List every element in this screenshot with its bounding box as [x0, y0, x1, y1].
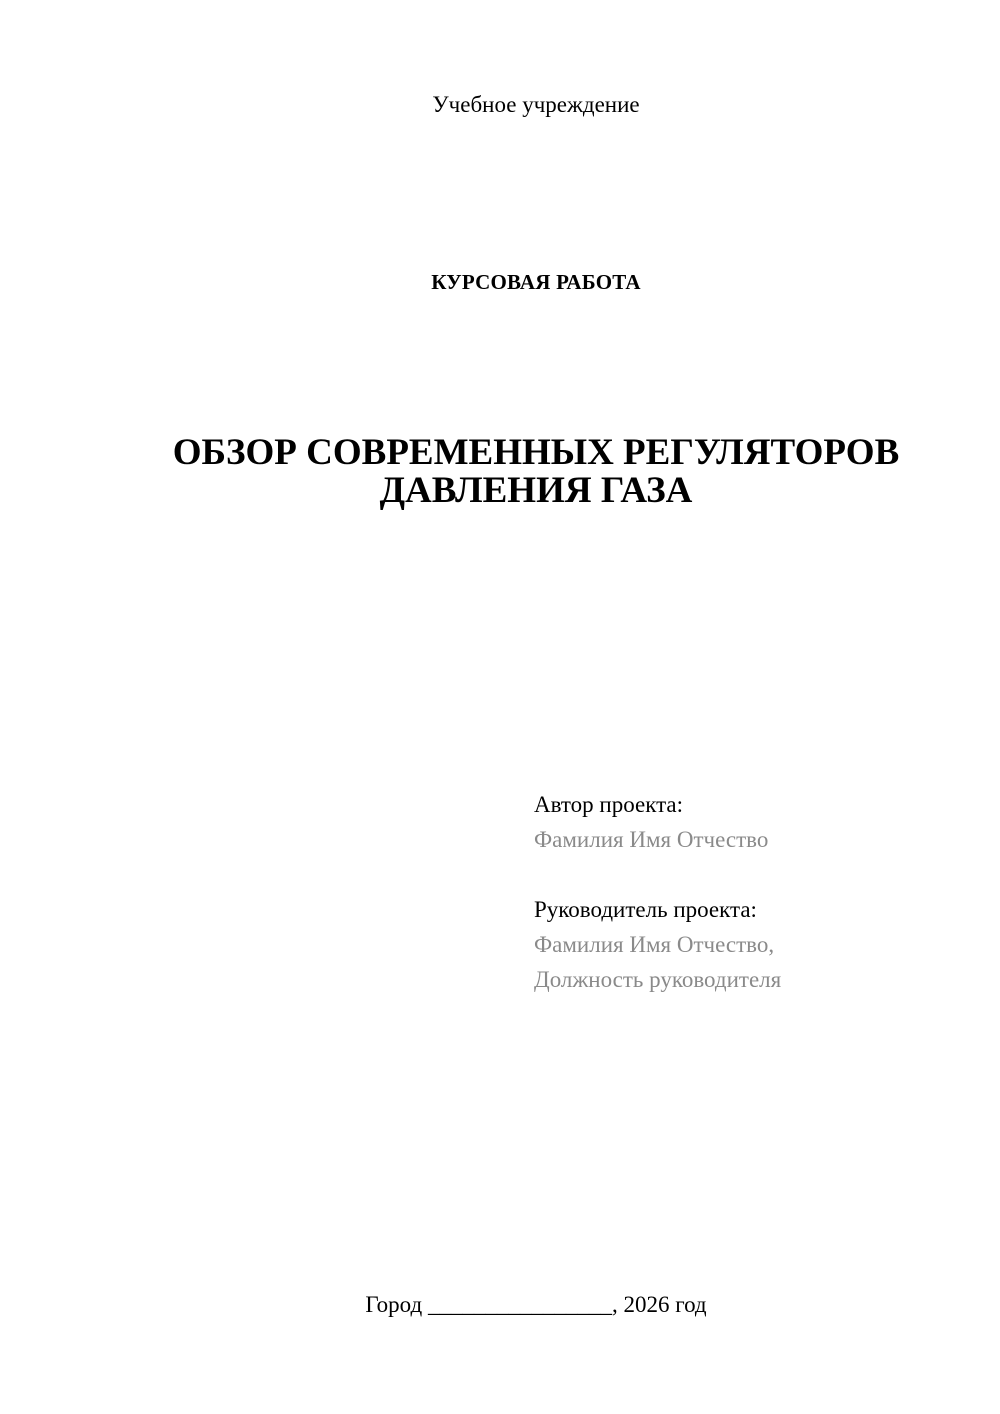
author-label: Автор проекта: [534, 792, 683, 817]
institution-name: Учебное учреждение [432, 92, 640, 117]
document-title-line-2: ДАВЛЕНИЯ ГАЗА [379, 470, 693, 511]
city-year-footer: Город ________________, 2026 год [365, 1292, 707, 1317]
document-title [0, 434, 1000, 510]
project-info-block [534, 787, 974, 997]
document-title-line-1: ОБЗОР СОВРЕМЕННЫХ РЕГУЛЯТОРОВ [172, 432, 900, 473]
supervisor-position: Должность руководителя [534, 967, 782, 992]
supervisor-name: Фамилия Имя Отчество, [534, 932, 775, 957]
author-name: Фамилия Имя Отчество [534, 827, 769, 852]
info-spacer [534, 857, 974, 892]
supervisor-label: Руководитель проекта: [534, 897, 757, 922]
work-type-heading: КУРСОВАЯ РАБОТА [431, 270, 641, 294]
